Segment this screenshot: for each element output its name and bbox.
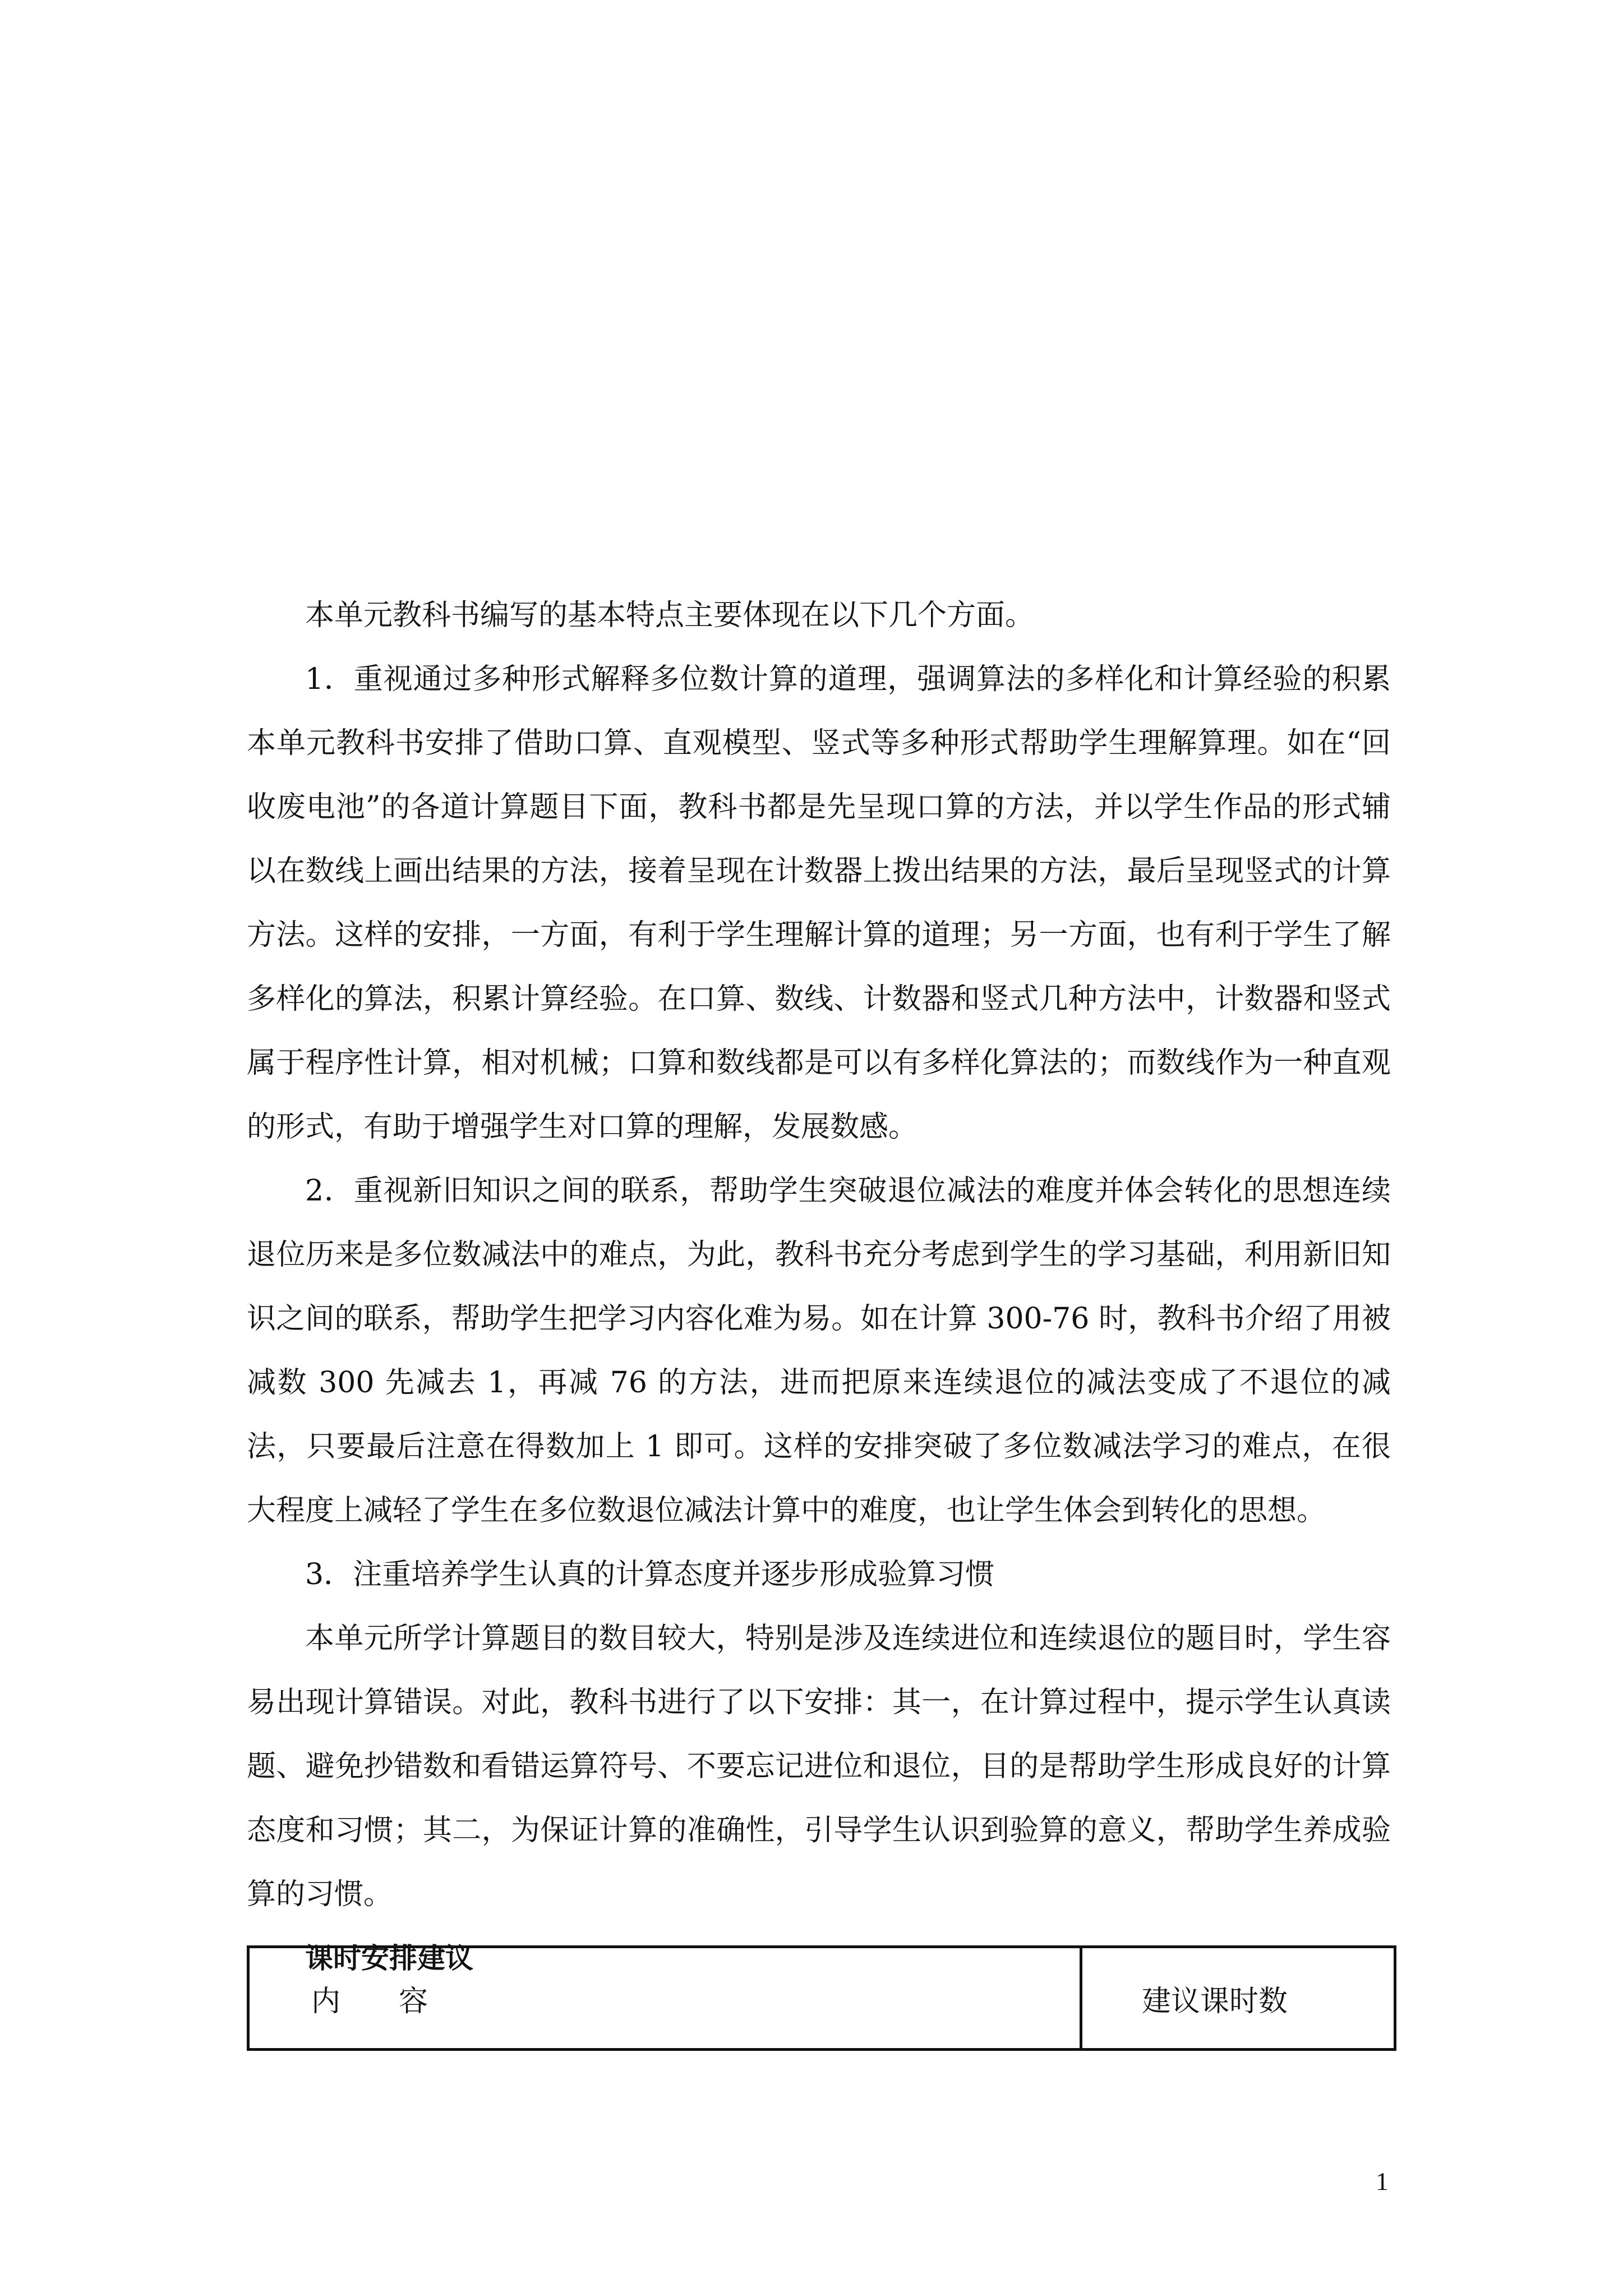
content-header-char-1: 内	[311, 1984, 341, 2018]
content-header-cell	[248, 1947, 1081, 2050]
lesson-schedule-table	[247, 1945, 1396, 2051]
table-header-row	[248, 1947, 1395, 2050]
hours-header-cell	[1081, 1947, 1395, 2050]
page-number: 1	[1376, 2167, 1389, 2196]
feature-3-paragraph: 本单元所学计算题目的数目较大，特别是涉及连续进位和连续退位的题目时，学生容易出现计算错误。对此，教科书进行了以下安排：其一，在计算过程中，提示学生认真读题、避免抄错数和看错运算符号、不要忘记进位和退位，目的是帮助学生形成良好的计算态度和习惯；其二，为保证计算的准确性，引导学生认识到验算的意义，帮助学生养成验算的习惯。	[247, 1622, 1391, 1911]
intro-paragraph: 本单元教科书编写的基本特点主要体现在以下几个方面。	[305, 599, 1035, 632]
feature-2-paragraph: 2．重视新旧知识之间的联系，帮助学生突破退位减法的难度并体会转化的思想连续退位历来是多位数减法中的难点，为此，教科书充分考虑到学生的学习基础，利用新旧知识之间的联系，帮助学生把学习内容化难为易。如在计算 300-76 时，教科书介绍了用被减数 300 先减去 1，再减 76 的方法，进而把原来连续退位的减法变成了不退位的减法，只要最后注意在得数加上 1 即可。这样的安排突破了多位数减法学习的难点，在很大程度上减轻了学生在多位数退位减法计算中的难度，也让学生体会到转化的思想。	[247, 1174, 1391, 1527]
feature-3-heading: 3．注重培养学生认真的计算态度并逐步形成验算习惯	[305, 1558, 995, 1591]
feature-1-paragraph: 1．重视通过多种形式解释多位数计算的道理，强调算法的多样化和计算经验的积累本单元教科书安排了借助口算、直观模型、竖式等多种形式帮助学生理解算理。如在“回收废电池”的各道计算题目下面，教科书都是先呈现口算的方法，并以学生作品的形式辅以在数线上画出结果的方法，接着呈现在计数器上拨出结果的方法，最后呈现竖式的计算方法。这样的安排，一方面，有利于学生理解计算的道理；另一方面，也有利于学生了解多样化的算法，积累计算经验。在口算、数线、计数器和竖式几种方法中，计数器和竖式属于程序性计算，相对机械；口算和数线都是可以有多样化算法的；而数线作为一种直观的形式，有助于增强学生对口算的理解，发展数感。	[247, 662, 1391, 1144]
section-title: 课时安排建议	[305, 1942, 473, 1975]
content-header-char-2: 容	[399, 1984, 428, 2018]
hours-header-label: 建议课时数	[1142, 1984, 1288, 2018]
document-body	[247, 583, 1391, 1990]
content-header-label	[311, 1985, 428, 2018]
